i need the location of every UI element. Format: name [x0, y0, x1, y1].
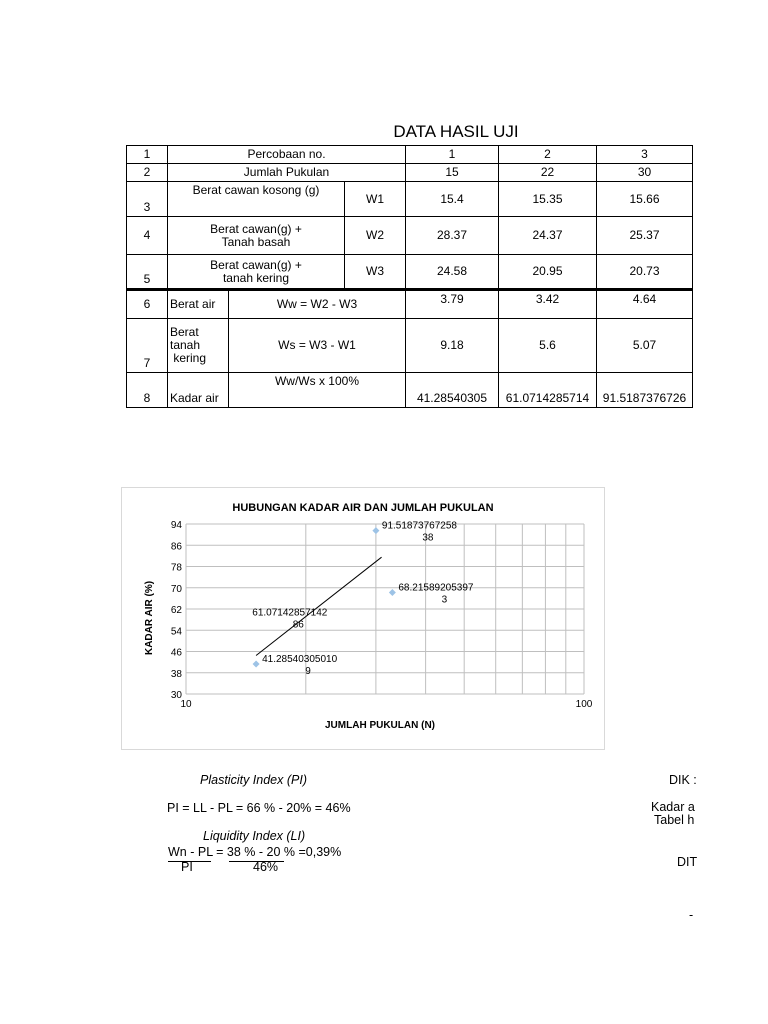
page-title: DATA HASIL UJI	[393, 122, 519, 141]
table-cell: 41.28540305	[406, 373, 499, 408]
data-label: 91.51873767258	[381, 520, 457, 532]
x-tick-label: 10	[180, 699, 192, 710]
row-number: 5	[127, 255, 168, 290]
table-cell: 25.37	[597, 217, 693, 255]
x-axis-label: JUMLAH PUKULAN (N)	[325, 720, 435, 731]
row-formula: Ws = W3 - W1	[229, 319, 406, 373]
row-number: 6	[127, 290, 168, 319]
row-formula: Ww = W2 - W3	[229, 290, 406, 319]
row-number: 1	[127, 146, 168, 164]
y-tick-label: 78	[170, 562, 182, 574]
data-label: 3	[441, 594, 448, 606]
right-note-tabel: Tabel h	[654, 813, 695, 827]
data-label: 38	[422, 532, 434, 544]
row-label: Berat tanah kering	[168, 319, 229, 373]
right-note-dik: DIK :	[669, 773, 697, 787]
row-symbol: W2	[345, 217, 406, 255]
scatter-chart	[122, 488, 604, 749]
data-point	[253, 661, 260, 668]
row-symbol: W1	[345, 182, 406, 217]
test-data-table	[126, 145, 693, 408]
data-label: 41.28540305010	[262, 654, 338, 666]
row-number: 7	[127, 319, 168, 373]
data-point	[372, 527, 379, 534]
table-cell: 61.0714285714	[499, 373, 597, 408]
table-row	[127, 146, 693, 164]
right-note-dit: DIT	[677, 855, 698, 869]
y-tick-label: 86	[170, 541, 182, 553]
table-cell: 9.18	[406, 319, 499, 373]
li-heading: Liquidity Index (LI)	[203, 829, 306, 843]
table-cell: 15.35	[499, 182, 597, 217]
table-cell: 24.37	[499, 217, 597, 255]
row-label: Kadar air	[168, 373, 229, 408]
row-label: Percobaan no.	[168, 146, 406, 164]
table-cell: 15.4	[406, 182, 499, 217]
data-label: 61.07142857142	[252, 607, 328, 619]
li-denominator-pi: PI	[181, 860, 193, 874]
row-number: 3	[127, 182, 168, 217]
right-note-kadar: Kadar a	[651, 800, 695, 814]
table-row	[127, 373, 693, 408]
row-label: Berat cawan kosong (g)	[168, 182, 345, 217]
trendline	[256, 557, 381, 655]
row-label: Berat air	[168, 290, 229, 319]
y-tick-label: 94	[170, 520, 182, 531]
table-row	[127, 182, 693, 217]
row-number: 4	[127, 217, 168, 255]
right-note-dash: -	[689, 908, 694, 922]
row-number: 2	[127, 164, 168, 182]
row-number: 8	[127, 373, 168, 408]
table-cell: 15.66	[597, 182, 693, 217]
table-cell: 3.42	[499, 290, 597, 319]
table-cell: 5.6	[499, 319, 597, 373]
data-point	[389, 589, 396, 596]
y-tick-label: 54	[170, 626, 182, 638]
pi-heading: Plasticity Index (PI)	[200, 773, 307, 787]
chart-container	[121, 487, 605, 750]
y-tick-label: 38	[170, 668, 182, 680]
li-formula: Wn - PL = 38 % - 20 % =0,39%	[168, 845, 342, 859]
y-tick-label: 62	[170, 605, 182, 616]
x-tick-label: 100	[575, 699, 593, 710]
table-cell: 15	[406, 164, 499, 182]
li-denominator-value: 46%	[253, 860, 279, 874]
table-row	[127, 319, 693, 373]
table-cell: 30	[597, 164, 693, 182]
data-label: 68.21589205397	[398, 582, 474, 594]
table-cell: 22	[499, 164, 597, 182]
table-cell: 24.58	[406, 255, 499, 290]
y-tick-label: 70	[170, 583, 182, 595]
y-tick-label: 46	[170, 647, 182, 659]
pi-formula: PI = LL - PL = 66 % - 20% = 46%	[167, 801, 351, 815]
row-label: Berat cawan(g) + tanah kering	[168, 255, 345, 290]
chart-title: HUBUNGAN KADAR AIR DAN JUMLAH PUKULAN	[232, 502, 494, 514]
row-label: Berat cawan(g) + Tanah basah	[168, 217, 345, 255]
table-cell: 91.5187376726	[597, 373, 693, 408]
data-label: 9	[305, 666, 311, 678]
table-row	[127, 290, 693, 319]
table-cell: 5.07	[597, 319, 693, 373]
table-cell: 20.95	[499, 255, 597, 290]
table-row	[127, 217, 693, 255]
table-cell: 28.37	[406, 217, 499, 255]
table-cell: 1	[406, 146, 499, 164]
table-cell: 2	[499, 146, 597, 164]
row-symbol: W3	[345, 255, 406, 290]
table-cell: 3	[597, 146, 693, 164]
row-formula: Ww/Ws x 100%	[229, 373, 406, 408]
table-row	[127, 164, 693, 182]
y-tick-label: 30	[170, 690, 182, 701]
table-cell: 4.64	[597, 290, 693, 319]
row-label: Jumlah Pukulan	[168, 164, 406, 182]
table-cell: 20.73	[597, 255, 693, 290]
table-row	[127, 255, 693, 290]
data-label: 86	[292, 619, 304, 631]
table-cell: 3.79	[406, 290, 499, 319]
y-axis-label: KADAR AIR (%)	[144, 580, 155, 656]
